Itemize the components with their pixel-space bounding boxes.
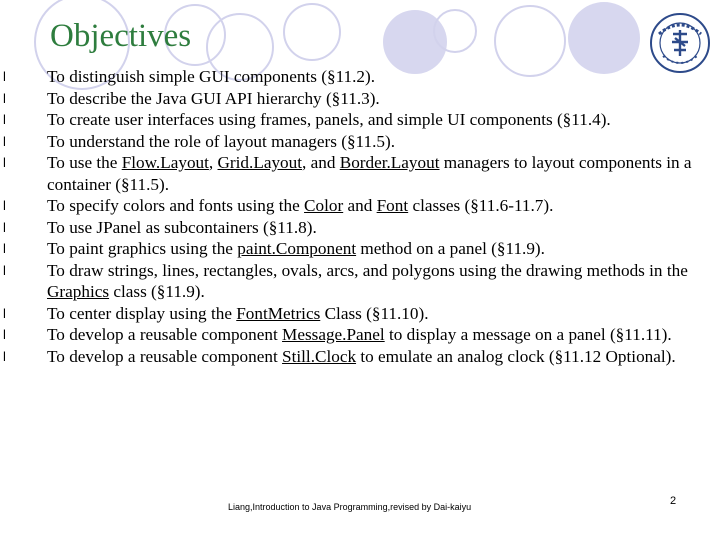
list-item [0, 131, 720, 153]
bullet-icon: l [3, 155, 6, 170]
item-text: managers to layout components in a container (§11.5). [47, 153, 692, 194]
list-item [0, 346, 720, 368]
bullet-icon: l [3, 348, 6, 364]
class-name-link-text: Still.Clock [282, 346, 357, 366]
class-name-link-text: Message.Panel [282, 325, 385, 344]
item-text: to emulate an analog clock (§11.12 Optional). [356, 346, 676, 366]
item-text: To use JPanel as subcontainers (§11.8). [47, 217, 317, 237]
list-item [0, 217, 720, 239]
bullet-icon: l [3, 133, 6, 149]
footer-credit: Liang,Introduction to Java Programming,revised by Dai-kaiyu [228, 502, 472, 512]
list-item [0, 195, 720, 217]
bullet-icon: l [3, 219, 6, 235]
item-text: To create user interfaces using frames, panels, and simple UI components (§11.4). [47, 110, 611, 129]
item-text: method on a panel (§11.9). [356, 239, 545, 258]
list-item [0, 260, 720, 303]
list-item [0, 324, 720, 346]
list-item [0, 238, 720, 260]
item-text: Class (§11.10). [320, 303, 429, 323]
item-text: to display a message on a panel (§11.11). [384, 325, 672, 344]
objectives-list [0, 66, 720, 367]
bullet-icon: l [3, 327, 6, 342]
item-text: class (§11.9). [109, 282, 205, 301]
item-text: To center display using the [47, 303, 237, 323]
list-item [0, 66, 720, 88]
page-number: 2 [670, 495, 677, 507]
list-item [0, 303, 720, 325]
slide-title: Objectives [50, 18, 192, 54]
list-item [0, 152, 720, 195]
bullet-icon: l [3, 112, 6, 127]
bullet-icon: l [3, 69, 6, 84]
university-seal-icon [649, 12, 711, 74]
class-name-link-text: Border.Layout [339, 153, 440, 172]
list-item [0, 109, 720, 131]
class-name-link-text: Font [376, 196, 409, 215]
item-text: To draw strings, lines, rectangles, ovals, arcs, and polygons using the drawing methods in the [47, 260, 688, 280]
item-text: To distinguish simple GUI components (§11.2). [47, 67, 376, 86]
item-text: To specify colors and fonts using the [47, 196, 305, 215]
bullet-icon: l [3, 90, 6, 106]
class-name-link-text: FontMetrics [236, 303, 321, 323]
class-name-link-text: Grid.Layout [217, 153, 303, 172]
class-name-link-text: Graphics [47, 282, 110, 301]
bullet-icon: l [3, 198, 6, 213]
item-text: To describe the Java GUI API hierarchy (§11.3). [47, 88, 380, 108]
item-text: To understand the role of layout managers (§11.5). [47, 131, 396, 151]
item-text: To develop a reusable component [47, 346, 283, 366]
list-item [0, 88, 720, 110]
class-name-link-text: paint.Component [237, 239, 357, 258]
bullet-icon: l [3, 262, 6, 278]
item-text: , and [302, 153, 340, 172]
bullet-icon: l [3, 241, 6, 256]
item-text: , [208, 153, 218, 172]
item-text: classes (§11.6-11.7). [408, 196, 554, 215]
bullet-icon: l [3, 305, 6, 321]
class-name-link-text: Flow.Layout [121, 153, 209, 172]
deco-circle [568, 2, 640, 74]
item-text: To use the [47, 153, 122, 172]
item-text: To develop a reusable component [47, 325, 283, 344]
item-text: and [343, 196, 377, 215]
class-name-link-text: Color [304, 196, 344, 215]
item-text: To paint graphics using the [47, 239, 238, 258]
deco-circle [284, 4, 340, 60]
